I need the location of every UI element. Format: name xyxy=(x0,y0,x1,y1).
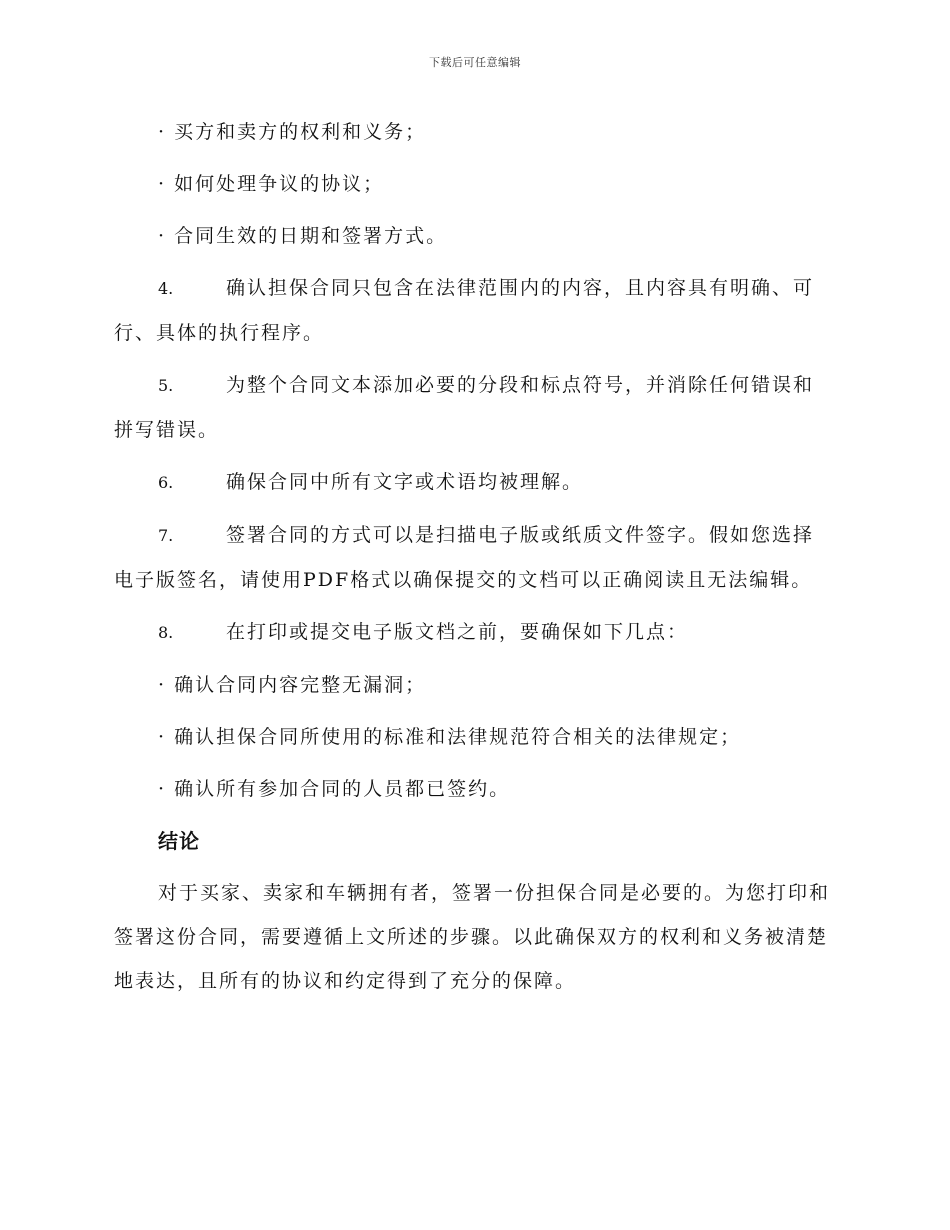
numbered-step xyxy=(114,460,834,505)
numbered-step xyxy=(114,513,834,602)
step-number: 6. xyxy=(158,473,174,492)
numbered-step xyxy=(114,363,834,452)
page-header: 下载后可任意编辑 xyxy=(429,56,521,69)
step-text: 在打印或提交电子版文档之前，要确保如下几点： xyxy=(226,621,689,643)
step-number: 5. xyxy=(158,376,174,395)
bullet-item: · 如何处理争议的协议； xyxy=(158,173,385,195)
bullet-item: · 确认担保合同所使用的标准和法律规范符合相关的法律规定； xyxy=(158,726,742,748)
step-text: 签署合同的方式可以是扫描电子版或纸质文件签字。假如您选择电子版签名，请使用PDF格式以确保提交的文档可以正确阅读且无法编辑。 xyxy=(114,524,815,591)
step-number: 7. xyxy=(158,526,174,545)
step-number: 4. xyxy=(158,279,174,298)
numbered-step xyxy=(114,266,834,355)
step-number: 8. xyxy=(158,623,174,642)
bullet-item: · 确认所有参加合同的人员都已签约。 xyxy=(158,778,511,800)
section-heading: 结论 xyxy=(158,829,200,853)
document-body xyxy=(114,110,834,1011)
bullet-item: · 买方和卖方的权利和义务； xyxy=(158,121,427,143)
bullet-item: · 合同生效的日期和签署方式。 xyxy=(158,225,448,247)
conclusion-paragraph: 对于买家、卖家和车辆拥有者，签署一份担保合同是必要的。为您打印和签署这份合同，需要遵循上文所述的步骤。以此确保双方的权利和义务被清楚地表达，且所有的协议和约定得到了充分的保障。 xyxy=(114,882,831,992)
step-text: 为整个合同文本添加必要的分段和标点符号，并消除任何错误和拼写错误。 xyxy=(114,374,815,441)
numbered-step xyxy=(114,610,834,655)
bullet-item: · 确认合同内容完整无漏洞； xyxy=(158,674,427,696)
step-text: 确保合同中所有文字或术语均被理解。 xyxy=(226,471,584,493)
step-text: 确认担保合同只包含在法律范围内的内容，且内容具有明确、可行、具体的执行程序。 xyxy=(114,277,815,344)
